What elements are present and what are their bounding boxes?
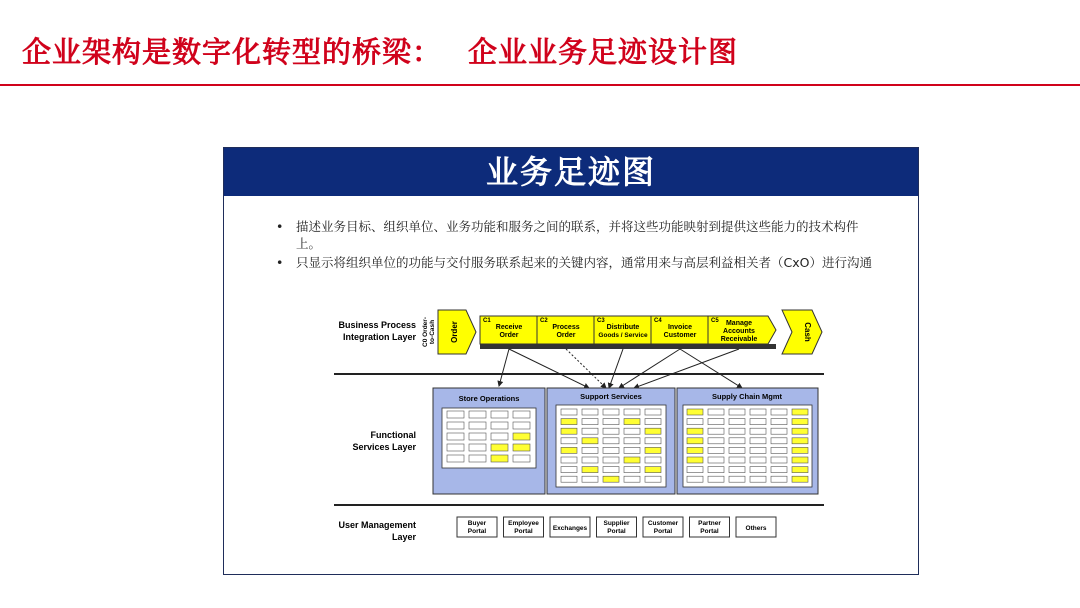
cash-label: Cash: [803, 322, 812, 342]
service-module-box: [729, 409, 745, 415]
service-module-box: [513, 433, 530, 440]
service-module-box: [729, 476, 745, 482]
layer-label-user: User Management: [338, 520, 416, 530]
service-module-box: [645, 419, 661, 425]
service-module-box: [624, 419, 640, 425]
service-module-box: [624, 447, 640, 453]
service-module-box: [708, 409, 724, 415]
service-module-box: [447, 455, 464, 462]
portal-label: Portal: [514, 528, 533, 535]
service-module-box: [447, 433, 464, 440]
service-module-box: [645, 476, 661, 482]
service-module-box: [771, 476, 787, 482]
process-step-label: Process: [552, 324, 580, 331]
service-module-box: [645, 428, 661, 434]
service-module-box: [513, 444, 530, 451]
service-module-box: [729, 419, 745, 425]
service-module-box: [687, 419, 703, 425]
service-module-box: [792, 419, 808, 425]
service-module-box: [645, 447, 661, 453]
service-module-box: [708, 467, 724, 473]
title-divider: [0, 84, 1080, 86]
service-module-box: [687, 457, 703, 463]
service-module-box: [771, 447, 787, 453]
service-module-box: [792, 438, 808, 444]
service-panel-title: Support Services: [580, 392, 642, 401]
service-module-box: [582, 428, 598, 434]
service-module-box: [729, 438, 745, 444]
service-module-box: [687, 428, 703, 434]
service-module-box: [513, 455, 530, 462]
service-module-box: [771, 419, 787, 425]
service-module-box: [708, 447, 724, 453]
service-module-box: [792, 409, 808, 415]
bullet-item: • 描述业务目标、组织单位、业务功能和服务之间的联系，并将这些功能映射到提供这些能力的技术构件上。: [272, 218, 882, 252]
service-module-box: [771, 457, 787, 463]
service-module-box: [792, 428, 808, 434]
process-step-label: Distribute: [606, 324, 640, 331]
process-chain: [480, 316, 776, 349]
process-step-label: Manage: [725, 320, 753, 327]
service-module-box: [447, 422, 464, 429]
service-module-box: [750, 428, 766, 434]
service-module-box: [513, 422, 530, 429]
service-module-box: [561, 428, 577, 434]
service-module-box: [792, 457, 808, 463]
process-step-code: C5: [711, 318, 719, 324]
service-module-box: [624, 476, 640, 482]
service-module-box: [771, 438, 787, 444]
service-module-box: [729, 428, 745, 434]
service-module-box: [582, 438, 598, 444]
service-module-box: [603, 447, 619, 453]
service-module-box: [687, 447, 703, 453]
process-step-label: Order: [556, 332, 576, 339]
portal-label: Exchanges: [552, 525, 588, 532]
process-step-code: C3: [597, 318, 605, 324]
service-module-box: [750, 438, 766, 444]
service-module-box: [603, 409, 619, 415]
service-module-box: [624, 467, 640, 473]
portal-row: [457, 517, 776, 537]
portal-label: Employee: [508, 520, 539, 527]
process-step-label: Accounts: [723, 328, 755, 335]
service-module-box: [687, 409, 703, 415]
service-module-box: [491, 433, 508, 440]
service-module-box: [582, 419, 598, 425]
portal-label: Partner: [698, 520, 721, 527]
service-module-box: [750, 419, 766, 425]
page-title: [22, 30, 738, 71]
service-module-box: [750, 409, 766, 415]
layer-label-bpi: Business Process: [338, 320, 416, 330]
process-step-code: C2: [540, 318, 548, 324]
service-module-box: [469, 422, 486, 429]
page-title-sub: 企业业务足迹设计图: [468, 35, 739, 69]
service-module-box: [447, 444, 464, 451]
service-module-box: [729, 457, 745, 463]
service-module-box: [687, 467, 703, 473]
portal-label: Portal: [607, 528, 626, 535]
service-module-box: [469, 444, 486, 451]
service-module-box: [582, 409, 598, 415]
service-panel-support: [547, 388, 675, 494]
service-module-box: [603, 457, 619, 463]
bullet-item: • 只显示将组织单位的功能与交付服务联系起来的关键内容，通常用来与高层利益相关者（CxO）进行沟通: [272, 254, 882, 271]
process-step-label: Receivable: [720, 336, 758, 343]
service-module-box: [792, 476, 808, 482]
service-module-box: [469, 455, 486, 462]
process-step-code: C1: [483, 318, 491, 324]
service-module-box: [645, 467, 661, 473]
service-module-box: [513, 411, 530, 418]
service-module-box: [792, 467, 808, 473]
connector-arrow: [566, 349, 606, 388]
page-title-main: 企业架构是数字化转型的桥梁：: [22, 35, 443, 69]
portal-label: Supplier: [603, 520, 630, 527]
service-module-box: [708, 419, 724, 425]
service-module-box: [771, 409, 787, 415]
connector-arrow: [680, 349, 742, 388]
process-step-code: C4: [654, 318, 662, 324]
order-label: Order: [450, 321, 459, 343]
service-module-box: [708, 476, 724, 482]
service-module-box: [645, 438, 661, 444]
service-module-box: [603, 428, 619, 434]
service-module-box: [603, 438, 619, 444]
service-module-box: [561, 467, 577, 473]
service-module-box: [708, 438, 724, 444]
service-module-box: [561, 438, 577, 444]
layer-label-user: Layer: [391, 532, 416, 542]
service-module-box: [729, 467, 745, 473]
service-module-box: [447, 411, 464, 418]
process-step-label: Order: [499, 332, 519, 339]
service-panel-supply: [677, 388, 818, 494]
service-module-box: [624, 457, 640, 463]
connector-arrow: [499, 349, 509, 386]
service-module-box: [491, 411, 508, 418]
service-module-box: [491, 444, 508, 451]
service-panel-store: [433, 388, 545, 494]
service-module-box: [729, 447, 745, 453]
business-footprint-diagram: [224, 148, 918, 574]
service-module-box: [771, 467, 787, 473]
service-module-box: [582, 476, 598, 482]
service-module-box: [561, 419, 577, 425]
service-module-box: [750, 457, 766, 463]
service-module-box: [708, 457, 724, 463]
layer-label-bpi: Integration Layer: [342, 332, 416, 342]
service-module-box: [603, 476, 619, 482]
service-module-box: [687, 438, 703, 444]
connector-arrow: [509, 349, 589, 388]
service-module-box: [750, 467, 766, 473]
process-chain-shadow: [480, 344, 776, 349]
service-module-box: [582, 467, 598, 473]
portal-label: Portal: [700, 528, 719, 535]
portal-label: Others: [745, 525, 767, 532]
embedded-slide: [223, 147, 919, 575]
service-module-box: [750, 447, 766, 453]
order-side-label: C0 Order-: [422, 317, 429, 347]
service-module-box: [603, 419, 619, 425]
process-step-label: Invoice: [667, 324, 693, 331]
service-module-box: [561, 476, 577, 482]
process-step-label: Customer: [663, 332, 697, 339]
cash-shape: [782, 310, 822, 354]
layer-label-functional: Functional: [370, 430, 416, 440]
service-module-box: [645, 457, 661, 463]
service-panel-title: Store Operations: [458, 394, 520, 403]
service-module-box: [771, 428, 787, 434]
service-module-box: [603, 467, 619, 473]
service-module-box: [624, 428, 640, 434]
slide-header: 业务足迹图: [224, 148, 918, 196]
service-module-box: [469, 411, 486, 418]
service-module-box: [624, 409, 640, 415]
service-module-box: [750, 476, 766, 482]
service-module-box: [491, 422, 508, 429]
service-module-box: [582, 447, 598, 453]
service-panel-title: Supply Chain Mgmt: [712, 392, 782, 401]
service-module-box: [624, 438, 640, 444]
service-module-box: [491, 455, 508, 462]
service-module-box: [469, 433, 486, 440]
order-side-label: to-Cash: [429, 319, 436, 345]
service-module-box: [708, 428, 724, 434]
service-module-box: [687, 476, 703, 482]
process-step-label: Goods / Service: [598, 332, 648, 339]
connector-arrow: [609, 349, 623, 388]
service-module-box: [582, 457, 598, 463]
service-module-box: [792, 447, 808, 453]
service-module-box: [561, 457, 577, 463]
portal-label: Customer: [647, 520, 679, 527]
portal-label: Portal: [467, 528, 487, 535]
service-module-box: [561, 447, 577, 453]
portal-label: Portal: [653, 528, 673, 535]
layer-label-functional: Services Layer: [352, 442, 416, 452]
service-module-box: [645, 409, 661, 415]
service-module-box: [561, 409, 577, 415]
process-step-label: Receive: [495, 324, 523, 331]
portal-label: Buyer: [467, 520, 487, 527]
